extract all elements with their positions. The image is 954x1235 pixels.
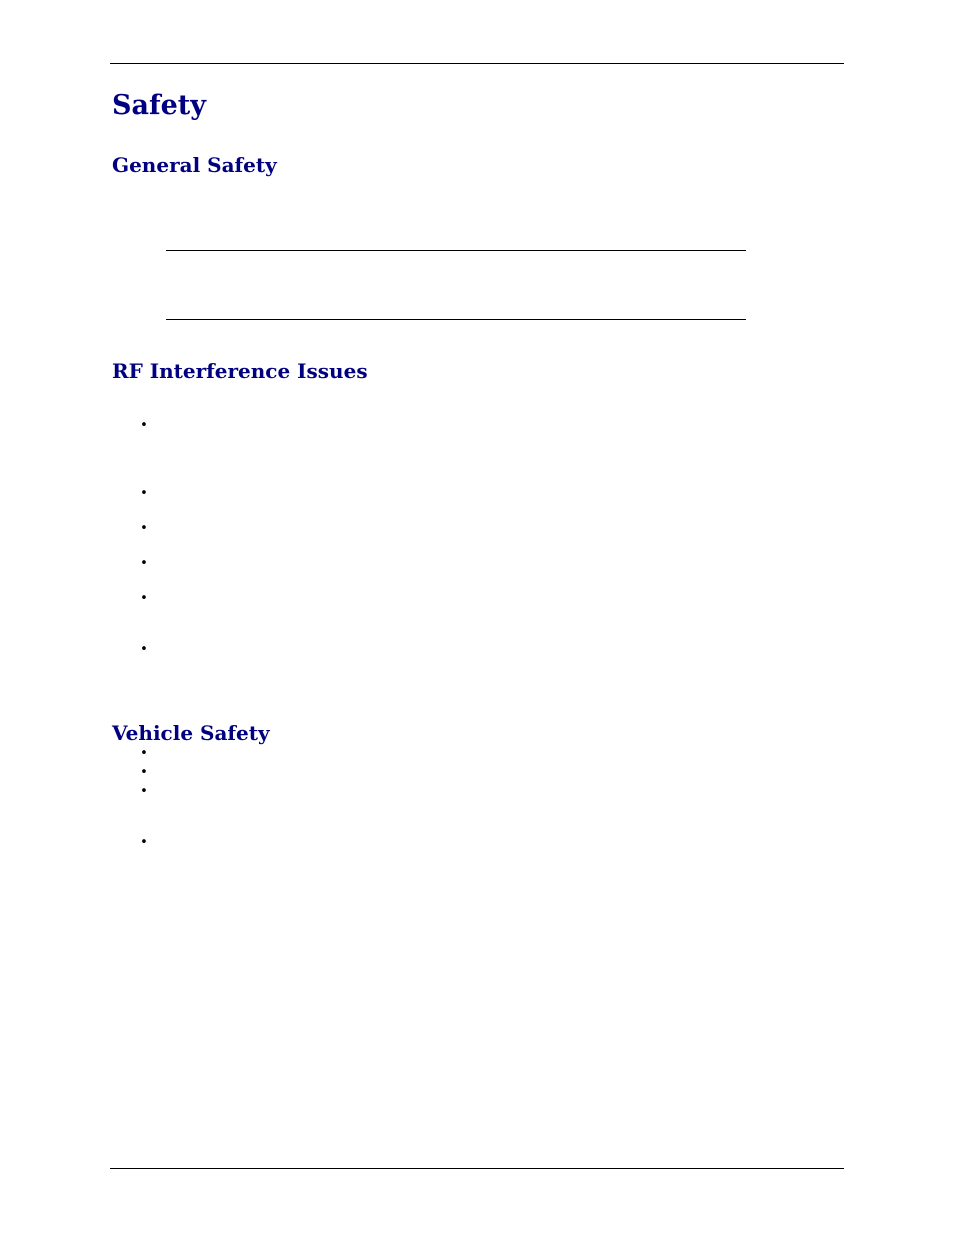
bullet-icon: • <box>140 486 148 501</box>
bullet-icon: • <box>140 765 148 780</box>
bullet-icon: • <box>140 642 148 657</box>
caution-box-bottom-rule <box>166 319 746 320</box>
section-heading-vehicle-safety: Vehicle Safety <box>112 721 270 745</box>
section-heading-rf-interference: RF Interference Issues <box>112 359 368 383</box>
bullet-icon: • <box>140 418 148 433</box>
page-title: Safety <box>112 90 206 121</box>
bullet-icon: • <box>140 784 148 799</box>
bullet-icon: • <box>140 746 148 761</box>
section-heading-general-safety: General Safety <box>112 153 277 177</box>
bullet-icon: • <box>140 556 148 571</box>
footer-rule <box>110 1168 844 1169</box>
caution-box-top-rule <box>166 250 746 251</box>
bullet-icon: • <box>140 591 148 606</box>
bullet-icon: • <box>140 521 148 536</box>
bullet-icon: • <box>140 835 148 850</box>
header-rule <box>110 63 844 64</box>
